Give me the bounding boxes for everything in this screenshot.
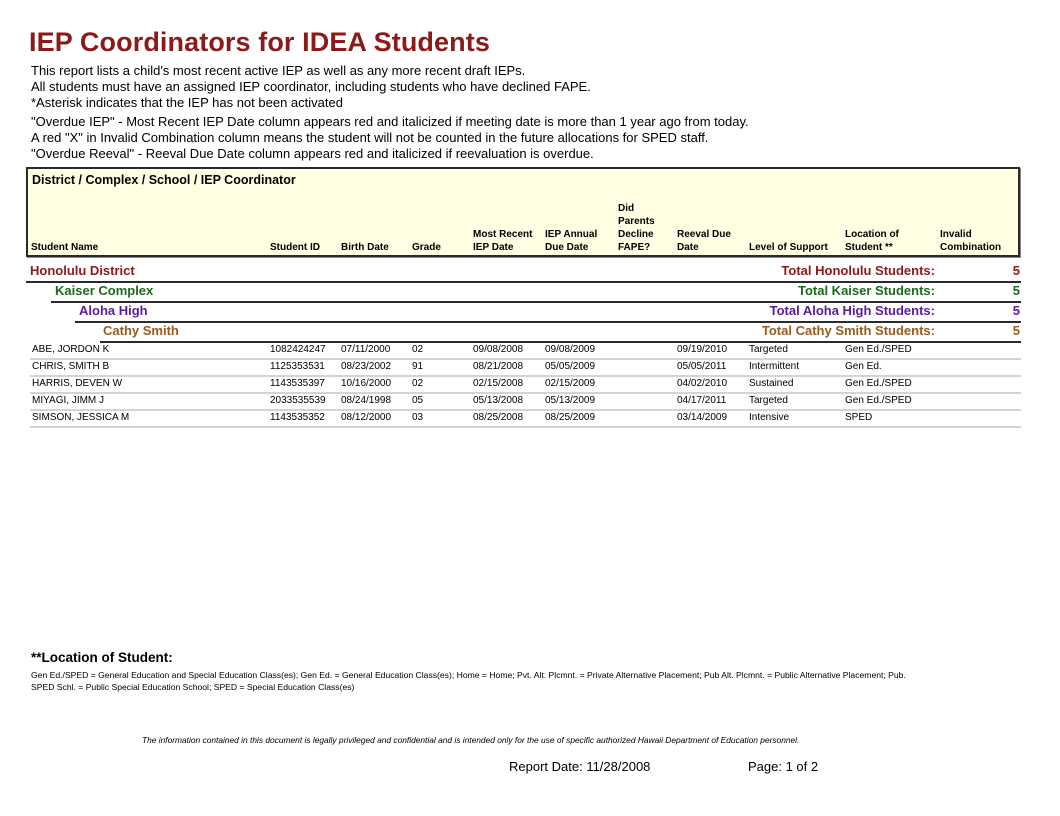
group-total-label: Total Honolulu Students:	[781, 263, 935, 278]
grouping-label: District / Complex / School / IEP Coordinator	[32, 173, 296, 187]
reeval-due-date: 04/17/2011	[677, 395, 727, 406]
column-header-location-of-student: Location of Student **	[845, 229, 899, 253]
student-name: ABE, JORDON K	[32, 344, 110, 355]
reeval-due-date: 09/19/2010	[677, 344, 728, 355]
student-name: CHRIS, SMITH B	[32, 361, 110, 372]
column-header-student-name: Student Name	[31, 242, 99, 253]
table-header	[26, 167, 1020, 257]
column-header-grade: Grade	[412, 242, 441, 253]
group-row-school	[75, 301, 1021, 323]
group-total-label: Total Aloha High Students:	[769, 303, 935, 318]
level-of-support: Targeted	[749, 395, 788, 406]
report-date: Report Date: 11/28/2008	[509, 759, 651, 774]
student-id: 1125353531	[270, 361, 325, 372]
column-header-most-recent-iep-date: Most Recent IEP Date	[473, 229, 533, 253]
student-name: SIMSON, JESSICA M	[32, 412, 130, 423]
reeval-due-date: 03/14/2009	[677, 412, 728, 423]
annual-due-date: 05/13/2009	[545, 395, 596, 406]
group-name: Kaiser Complex	[55, 283, 154, 298]
legend-line: A red "X" in Invalid Combination column means the student will not be counted in the future allocations for SPED staff.	[31, 130, 709, 145]
annual-due-date: 09/08/2009	[545, 344, 596, 355]
grade: 02	[412, 378, 424, 389]
grade: 02	[412, 344, 424, 355]
report-description	[31, 63, 591, 111]
student-name: HARRIS, DEVEN W	[32, 378, 123, 389]
group-total-label: Total Cathy Smith Students:	[761, 323, 935, 338]
column-header-student-id: Student ID	[270, 242, 320, 253]
level-of-support: Intensive	[749, 412, 790, 423]
group-name: Aloha High	[79, 303, 148, 318]
iep-date: 02/15/2008	[473, 378, 524, 389]
report-title: IEP Coordinators for IDEA Students	[29, 27, 490, 57]
column-header-level-of-support: Level of Support	[749, 242, 828, 253]
column-header-declined-fape: Did Parents Decline FAPE?	[618, 203, 655, 253]
group-total-count: 5	[1012, 263, 1020, 278]
iep-date: 08/21/2008	[473, 361, 524, 372]
column-header-birth-date: Birth Date	[341, 242, 389, 253]
level-of-support: Sustained	[749, 378, 794, 389]
location-legend-body	[31, 669, 1011, 693]
birth-date: 08/12/2000	[341, 412, 392, 423]
grade: 03	[412, 412, 424, 423]
intro-line: *Asterisk indicates that the IEP has not been activated	[31, 95, 343, 110]
intro-line: This report lists a child's most recent active IEP as well as any more recent draft IEPs.	[31, 63, 526, 78]
group-total-count: 5	[1012, 283, 1020, 298]
group-total-count: 5	[1012, 303, 1020, 318]
reeval-due-date: 04/02/2010	[677, 378, 728, 389]
birth-date: 10/16/2000	[341, 378, 392, 389]
birth-date: 08/23/2002	[341, 361, 392, 372]
location: Gen Ed./SPED	[845, 378, 912, 389]
location: Gen Ed.	[845, 361, 882, 372]
location-legend-title: **Location of Student:	[31, 650, 173, 665]
level-of-support: Targeted	[749, 344, 788, 355]
group-row-coordinator	[100, 321, 1021, 343]
confidentiality-disclaimer: The information contained in this document is legally privileged and confidential and is intended only for the use of specific authorized Hawaii Department of Education personnel.	[142, 735, 800, 745]
intro-line: All students must have an assigned IEP coordinator, including students who have declined FAPE.	[31, 79, 591, 94]
location: Gen Ed./SPED	[845, 395, 912, 406]
iep-date: 05/13/2008	[473, 395, 524, 406]
reeval-due-date: 05/05/2011	[677, 361, 727, 372]
location: SPED	[845, 412, 873, 423]
legend-line: "Overdue Reeval" - Reeval Due Date column appears red and italicized if reevaluation is overdue.	[31, 146, 594, 161]
group-name: Cathy Smith	[103, 323, 179, 338]
legend-line: "Overdue IEP" - Most Recent IEP Date column appears red and italicized if meeting date is more than 1 year ago from today.	[31, 114, 749, 129]
group-total-label: Total Kaiser Students:	[797, 283, 935, 298]
location: Gen Ed./SPED	[845, 344, 912, 355]
group-name: Honolulu District	[30, 263, 135, 278]
student-id: 1143535397	[270, 378, 325, 389]
student-id: 2033535539	[270, 395, 326, 406]
location-legend-line: SPED Schl. = Public Special Education School; SPED = Special Education Class(es)	[31, 682, 355, 692]
birth-date: 08/24/1998	[341, 395, 392, 406]
annual-due-date: 05/05/2009	[545, 361, 596, 372]
page-number: Page: 1 of 2	[748, 759, 819, 774]
student-name: MIYAGI, JIMM J	[32, 395, 105, 406]
student-id: 1082424247	[270, 344, 326, 355]
column-header-invalid-combination: Invalid Combination	[940, 229, 1002, 253]
group-total-count: 5	[1012, 323, 1020, 338]
column-header-reeval-due-date: Reeval Due Date	[677, 229, 731, 253]
iep-date: 08/25/2008	[473, 412, 524, 423]
grade: 05	[412, 395, 424, 406]
table-row	[30, 409, 1021, 428]
student-id: 1143535352	[270, 412, 325, 423]
group-row-district	[26, 261, 1021, 283]
level-of-support: Intermittent	[749, 361, 800, 372]
column-header-iep-annual-due-date: IEP Annual Due Date	[545, 229, 598, 253]
group-row-complex	[51, 281, 1021, 303]
annual-due-date: 08/25/2009	[545, 412, 596, 423]
birth-date: 07/11/2000	[341, 344, 391, 355]
annual-due-date: 02/15/2009	[545, 378, 596, 389]
report-legend	[31, 114, 749, 162]
iep-date: 09/08/2008	[473, 344, 524, 355]
location-legend-line: Gen Ed./SPED = General Education and Special Education Class(es); Gen Ed. = General Education Class(es); Home = Home; Pvt. Alt. Plcmnt. = Private Alternative Placement; Pub Alt. Plcmnt. = Public Alternative Placement; Pub.	[31, 670, 906, 680]
grade: 91	[412, 361, 424, 372]
